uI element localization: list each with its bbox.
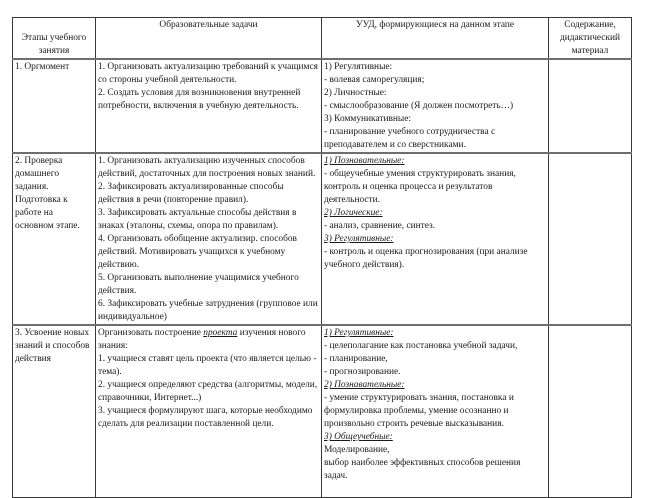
uud-category: 3) Общеучебные: [324,432,393,442]
task-item: 4. Организовать обобщение актуализир. способов действий. Мотивировать учащихся к учебному действию. [98,234,297,270]
table-row [13,59,632,153]
uud-cell [322,59,549,153]
uud-item: - смыслообразование (Я должен посмотреть…) [324,101,514,111]
table-row [13,325,632,497]
uud-item: - прогнозирование. [324,367,401,377]
uud-item: - умение структурировать знания, постановка и формулировка проблемы, умение осознанно и произвольно строить речевые высказывания. [324,393,514,429]
stage-cell: 3. Усвоение новых знаний и способов действия [13,325,96,497]
tasks-intro-after: изучения нового знания: [98,328,306,351]
task-item: 1. учащиеся ставят цель проекта (что является целью - тема). [98,354,317,377]
stage-cell: 2. Проверка домашнего задания. Подготовка к работе на основном этапе. [13,153,96,325]
header-content: Содержание, дидактический материал [549,18,632,60]
task-item: 3. учащиеся формулируют шага, которые необходимо сделать для реализации поставленной цели. [98,406,313,429]
uud-item: - общеучебные умения структурировать знания, контроль и оценка процесса и результатов деятельности. [324,169,516,205]
stage-cell: 1. Оргмомент [13,59,96,153]
content-cell [549,59,632,153]
content-cell [549,325,632,497]
task-item: 1. Организовать актуализацию требований к учащимся со стороны учебной деятельности. [98,62,318,85]
uud-item: - контроль и оценка прогнозирования (при анализе учебного действия). [324,247,528,270]
task-item: 1. Организовать актуализацию изученных способов действий, достаточных для построения новых знаний. [98,156,316,179]
uud-category: 1) Познавательные: [324,156,405,166]
uud-category: 2) Познавательные: [324,380,405,390]
header-stage: Этапы учебного занятия [13,18,96,60]
task-item: 2. учащиеся определяют средства (алгоритмы, модели, справочники, Интернет...) [98,380,318,403]
tasks-intro-emphasis: проекта [203,328,238,338]
tasks-intro-before: Организовать построение [98,328,204,338]
uud-cell [322,325,549,497]
tasks-cell [96,325,322,497]
uud-item: выбор наиболее эффективных способов решения задач. [324,458,521,481]
uud-cell [322,153,549,325]
uud-item: - волевая саморегуляция; [324,75,425,85]
header-tasks: Образовательные задачи [96,18,322,60]
uud-category: 1) Регулятивные: [324,328,394,338]
uud-item: 2) Личностные: [324,88,387,98]
uud-item: - целеполагание как постановка учебной задачи, [324,341,518,351]
task-item: 5. Организовать выполнение учащимися учебного действия. [98,273,299,296]
task-item: 2. Создать условия для возникновения внутренней потребности, включения в учебную деятельность. [98,88,301,111]
tasks-cell [96,153,322,325]
uud-item: - анализ, сравнение, синтез. [324,221,436,231]
uud-item: Моделирование, [324,445,390,455]
lesson-plan-table [12,17,632,498]
tasks-intro [98,327,319,353]
content-cell [549,153,632,325]
table-header-row [13,18,632,60]
uud-item: 1) Регулятивные: [324,62,393,72]
table-row [13,153,632,325]
task-item: 2. Зафиксировать актуализированные способы действия в речи (повторение правил). [98,182,284,205]
uud-item: - планирование учебного сотрудничества с преподавателем и со сверстниками. [324,127,496,150]
header-uud: УУД, формирующиеся на данном этапе [322,18,549,60]
task-item: 6. Зафиксировать учебные затруднения (групповое или индивидуальное) [98,299,318,322]
uud-item: 3) Коммуникативные: [324,114,411,124]
uud-category: 3) Регулятивные: [324,234,394,244]
tasks-cell [96,59,322,153]
uud-item: - планирование, [324,354,388,364]
task-item: 3. Зафиксировать актуальные способы действия в знаках (эталоны, схемы, опора по правилам). [98,208,297,231]
uud-category: 2) Логические: [324,208,383,218]
